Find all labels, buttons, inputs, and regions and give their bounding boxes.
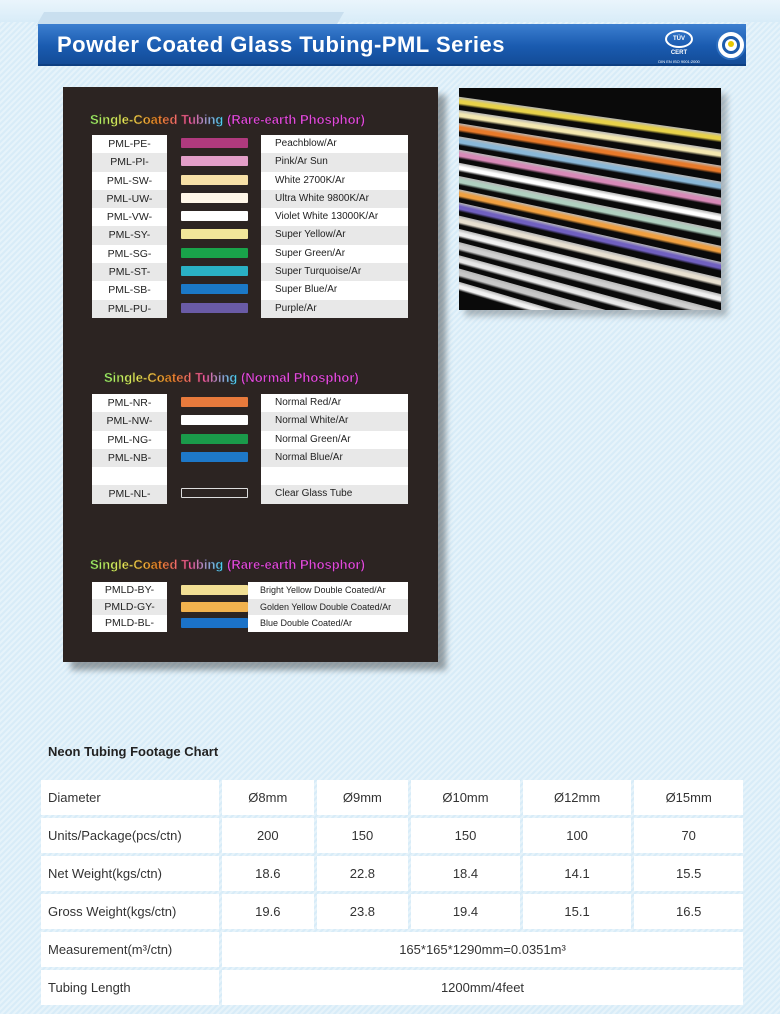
table-cell: 18.6 xyxy=(222,856,314,891)
color-swatch xyxy=(181,602,248,612)
title-banner xyxy=(38,24,746,66)
tuv-cert-mark: TÜV CERT xyxy=(665,30,693,48)
table-cell: 100 xyxy=(523,818,632,853)
tuv-cert-text: DIN EN ISO 9001:2000 xyxy=(658,59,700,64)
color-name: Peachblow/Ar xyxy=(261,135,408,153)
section-title-double xyxy=(90,557,365,572)
swatch-row xyxy=(92,582,408,599)
section-title-paren: (Rare-earth Phosphor) xyxy=(226,557,365,572)
color-name: Bright Yellow Double Coated/Ar xyxy=(248,582,408,599)
swatch-row xyxy=(92,615,408,632)
top-strip xyxy=(0,0,780,22)
swatch-row xyxy=(92,172,408,190)
table-cell: 14.1 xyxy=(523,856,632,891)
row-label: Measurement(m³/ctn) xyxy=(41,932,219,967)
table-cell: 150 xyxy=(411,818,520,853)
swatch-list-double xyxy=(92,582,408,632)
table-row xyxy=(41,894,743,929)
product-code xyxy=(92,467,167,485)
product-code: PMLD-BL- xyxy=(92,615,167,632)
table-row xyxy=(41,932,743,967)
color-swatch xyxy=(181,138,248,148)
color-name: Clear Glass Tube xyxy=(261,485,408,503)
product-code: PMLD-BY- xyxy=(92,582,167,599)
swatch-row xyxy=(92,599,408,616)
footage-table xyxy=(38,777,746,1008)
diameter-cell: Ø15mm xyxy=(634,780,743,815)
color-name: Violet White 13000K/Ar xyxy=(261,208,408,226)
table-row xyxy=(41,856,743,891)
table-cell: 15.5 xyxy=(634,856,743,891)
swatch-row xyxy=(92,281,408,299)
color-swatch xyxy=(181,415,248,425)
table-row xyxy=(41,780,743,815)
section-title-paren: (Rare-earth Phosphor) xyxy=(226,112,365,127)
color-swatch xyxy=(181,488,248,498)
section-title-main: Single-Coated Tubing xyxy=(90,112,224,127)
color-swatch xyxy=(181,618,248,628)
swatch-row xyxy=(92,153,408,171)
product-code: PMLD-GY- xyxy=(92,599,167,616)
swatch-board xyxy=(63,87,438,662)
rohs-logo xyxy=(716,30,746,60)
table-cell: 19.4 xyxy=(411,894,520,929)
row-label: Net Weight(kgs/ctn) xyxy=(41,856,219,891)
color-name: Normal Red/Ar xyxy=(261,394,408,412)
table-cell: 200 xyxy=(222,818,314,853)
product-code: PML-PE- xyxy=(92,135,167,153)
color-swatch xyxy=(181,266,248,276)
section-title-normal xyxy=(104,370,359,385)
table-cell: 23.8 xyxy=(317,894,409,929)
length-value: 1200mm/4feet xyxy=(222,970,743,1005)
section-title-main: Single-Coated Tubing xyxy=(104,370,238,385)
swatch-row xyxy=(92,412,408,430)
row-label: Gross Weight(kgs/ctn) xyxy=(41,894,219,929)
color-name: White 2700K/Ar xyxy=(261,172,408,190)
swatch-row xyxy=(92,394,408,412)
color-name: Normal Blue/Ar xyxy=(261,449,408,467)
color-swatch xyxy=(181,303,248,313)
footage-chart-title: Neon Tubing Footage Chart xyxy=(48,744,219,759)
color-swatch xyxy=(181,585,248,595)
swatch-row xyxy=(92,431,408,449)
color-name: Super Blue/Ar xyxy=(261,281,408,299)
table-cell: 18.4 xyxy=(411,856,520,891)
rohs-dot-icon xyxy=(728,41,734,47)
color-name: Pink/Ar Sun xyxy=(261,153,408,171)
color-swatch xyxy=(181,434,248,444)
table-cell: 16.5 xyxy=(634,894,743,929)
table-cell: 15.1 xyxy=(523,894,632,929)
diameter-label: Diameter xyxy=(41,780,219,815)
swatch-row xyxy=(92,300,408,318)
color-swatch xyxy=(181,211,248,221)
swatch-row xyxy=(92,226,408,244)
product-code: PML-PI- xyxy=(92,153,167,171)
swatch-row xyxy=(92,208,408,226)
tubing-photo xyxy=(459,88,721,310)
diameter-cell: Ø9mm xyxy=(317,780,409,815)
swatch-list-normal xyxy=(92,394,408,504)
color-name: Normal White/Ar xyxy=(261,412,408,430)
color-name: Blue Double Coated/Ar xyxy=(248,615,408,632)
swatch-row xyxy=(92,485,408,503)
color-name: Ultra White 9800K/Ar xyxy=(261,190,408,208)
row-label: Units/Package(pcs/ctn) xyxy=(41,818,219,853)
footage-chart xyxy=(38,730,746,1014)
color-name xyxy=(261,467,408,485)
table-row xyxy=(41,970,743,1005)
section-title-paren: (Normal Phosphor) xyxy=(240,370,359,385)
product-code: PML-SY- xyxy=(92,226,167,244)
color-swatch xyxy=(181,175,248,185)
swatch-row xyxy=(92,135,408,153)
swatch-row xyxy=(92,467,408,485)
product-code: PML-SB- xyxy=(92,281,167,299)
section-title-main: Single-Coated Tubing xyxy=(90,557,224,572)
section-title-rare-earth xyxy=(90,112,365,127)
product-code: PML-PU- xyxy=(92,300,167,318)
color-swatch xyxy=(181,397,248,407)
product-code: PML-VW- xyxy=(92,208,167,226)
product-code: PML-UW- xyxy=(92,190,167,208)
color-swatch xyxy=(181,452,248,462)
swatch-row xyxy=(92,263,408,281)
diameter-cell: Ø10mm xyxy=(411,780,520,815)
color-swatch xyxy=(181,156,248,166)
diameter-cell: Ø8mm xyxy=(222,780,314,815)
table-cell: 150 xyxy=(317,818,409,853)
color-swatch xyxy=(181,248,248,258)
color-name: Purple/Ar xyxy=(261,300,408,318)
measurement-value: 165*165*1290mm=0.0351m³ xyxy=(222,932,743,967)
row-label: Tubing Length xyxy=(41,970,219,1005)
tuv-cert-logo xyxy=(652,30,706,62)
color-name: Super Yellow/Ar xyxy=(261,226,408,244)
product-code: PML-NB- xyxy=(92,449,167,467)
color-swatch xyxy=(181,229,248,239)
table-row xyxy=(41,818,743,853)
product-code: PML-NW- xyxy=(92,412,167,430)
color-swatch xyxy=(181,193,248,203)
color-name: Super Turquoise/Ar xyxy=(261,263,408,281)
color-name: Super Green/Ar xyxy=(261,245,408,263)
table-cell: 70 xyxy=(634,818,743,853)
swatch-row xyxy=(92,449,408,467)
diameter-cell: Ø12mm xyxy=(523,780,632,815)
swatch-row xyxy=(92,245,408,263)
page-title: Powder Coated Glass Tubing-PML Series xyxy=(57,32,505,57)
product-code: PML-NR- xyxy=(92,394,167,412)
product-code: PML-SW- xyxy=(92,172,167,190)
table-cell: 19.6 xyxy=(222,894,314,929)
product-code: PML-NG- xyxy=(92,431,167,449)
swatch-row xyxy=(92,190,408,208)
color-name: Golden Yellow Double Coated/Ar xyxy=(248,599,408,616)
color-name: Normal Green/Ar xyxy=(261,431,408,449)
table-cell: 22.8 xyxy=(317,856,409,891)
product-code: PML-NL- xyxy=(92,485,167,503)
swatch-list-rare-earth xyxy=(92,135,408,318)
color-swatch xyxy=(181,284,248,294)
product-code: PML-SG- xyxy=(92,245,167,263)
product-code: PML-ST- xyxy=(92,263,167,281)
